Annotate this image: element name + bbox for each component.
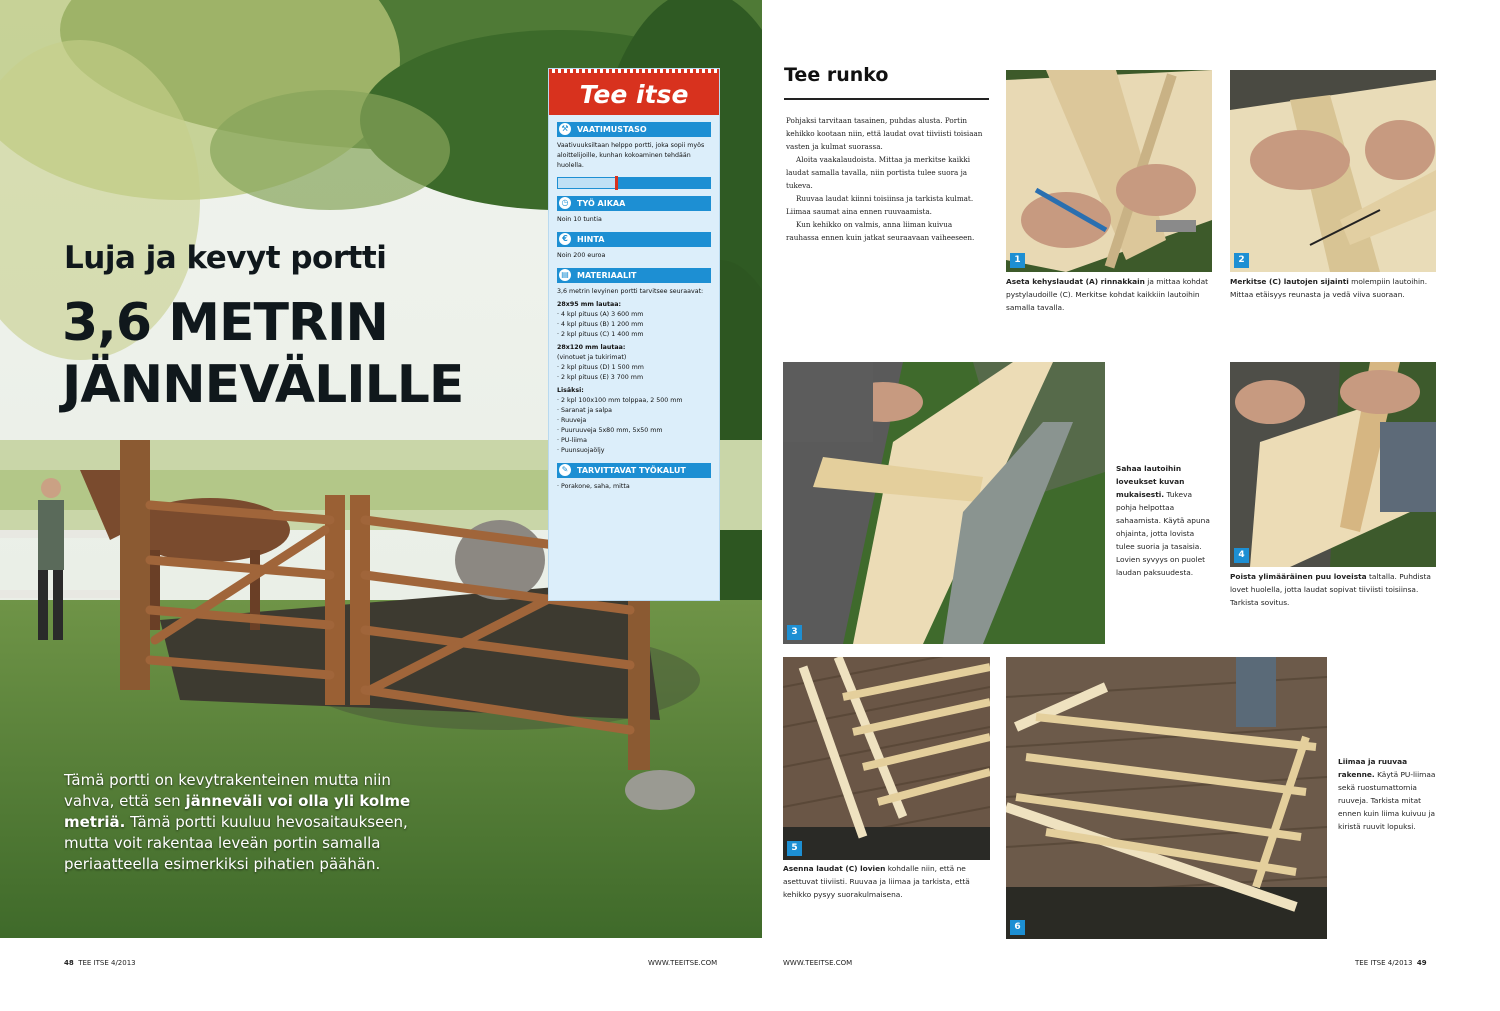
difficulty-meter [557,177,711,189]
materials-group-2-item: (vinotuet ja tukirimat) [557,354,627,361]
materials-group-3-item: · 2 kpl 100x100 mm tolppaa, 2 500 mm [557,397,683,404]
section-body [786,114,986,244]
step-number: 5 [787,841,802,856]
infobox-section-difficulty [557,122,711,189]
clock-icon: ◷ [559,197,571,209]
materials-group-2-item: · 2 kpl pituus (E) 3 700 mm [557,374,644,381]
body-paragraph: Kun kehikko on valmis, anna liiman kuivua rauhassa ennen kuin jatkat seuraavaan vaiheeseen. [786,220,975,242]
materials-intro: 3,6 metrin levyinen portti tarvitsee seuraavat: [557,288,704,295]
headline-line-2: JÄNNEVÄLILLE [62,355,464,415]
intro-text-bold: jänneväli voi olla yli kolme metriä. [64,792,411,831]
body-paragraph: Ruuvaa laudat kiinni toisiinsa ja tarkista kulmat. Liimaa saumat aina ennen ruuvaamista. [786,194,974,216]
footer-left [64,959,136,967]
section-heading: ▤ MATERIAALIT [557,268,711,283]
article-intro [64,770,434,875]
step-photo-3 [783,362,1105,644]
tools-text: · Porakone, saha, mitta [557,483,630,490]
tee-itse-infobox [548,68,720,601]
infobox-section-tools [557,463,711,492]
step-photo-2 [1230,70,1436,272]
magazine-name: TEE ITSE [78,959,109,967]
article-kicker: Luja ja kevyt portti [64,240,387,276]
infobox-section-price [557,232,711,261]
page-number: 49 [1416,959,1427,967]
price-text: Noin 200 euroa [557,252,606,259]
step-caption-6: Liimaa ja ruuvaa rakenne. Käytä PU-liimaa sekä ruostumattomia ruuveja. Tarkista mitat ennen kuin liima kuivuu ja kiristä ruuvit lopuksi. [1338,757,1436,831]
materials-group-2-item: · 2 kpl pituus (D) 1 500 mm [557,364,644,371]
step-caption-1: Aseta kehyslaudat (A) rinnakkain ja mittaa kohdat pystylaudoille (C). Merkitse kohdat kaikkiin lautoihin samalla tavalla. [1006,277,1209,312]
materials-text [557,287,711,456]
difficulty-meter-fill [558,178,616,188]
step-caption-5: Asenna laudat (C) lovien kohdalle niin, että ne asettuvat tiiviisti. Ruuvaa ja liimaa ja tarkista, että kehikko pysyy suorakulmaisena. [783,864,970,899]
headline-line-1: 3,6 METRIN [62,293,388,353]
drill-icon: ✎ [559,464,571,476]
footer-right-url: WWW.TEEITSE.COM [783,959,853,967]
step-caption-2: Merkitse (C) lautojen sijainti molempiin lautoihin. Mittaa etäisyys reunasta ja vedä viiva suoraan. [1230,277,1428,299]
materials-group-3-item: · Puunsuojaöljy [557,447,605,454]
materials-group-3-item: · Ruuveja [557,417,587,424]
infobox-header [549,69,719,115]
infobox-section-time [557,196,711,225]
page-number: 48 [64,959,74,967]
materials-group-3-item: · Puuruuveja 5x80 mm, 5x50 mm [557,427,663,434]
plank-icon: ▤ [559,269,571,281]
step-caption-3: Sahaa lautoihin loveukset kuvan mukaisesti. Tukeva pohja helpottaa sahaamista. Käytä apuna ohjainta, jotta lovista tulee suoria ja tasaisia. Lovien syvyys on puolet laudan paksuudesta. [1116,464,1210,577]
materials-group-3-title: Lisäksi: [557,387,584,394]
step-number: 6 [1010,920,1025,935]
issue-number: 4/2013 [1387,959,1413,967]
time-text: Noin 10 tuntia [557,216,602,223]
body-paragraph: Pohjaksi tarvitaan tasainen, puhdas alusta. Portin kehikko kootaan niin, että laudat ovat tiiviisti toisiaan vasten ja kulmat suorassa. [786,116,983,151]
issue-number: 4/2013 [111,959,136,967]
step-number: 4 [1234,548,1249,563]
materials-group-2-title: 28x120 mm lautaa: [557,344,626,351]
materials-group-1-title: 28x95 mm lautaa: [557,301,622,308]
section-heading: ✎ TARVITTAVAT TYÖKALUT [557,463,711,478]
step-number: 2 [1234,253,1249,268]
materials-group-1-item: · 4 kpl pituus (A) 3 600 mm [557,311,644,318]
materials-group-3-item: · Saranat ja salpa [557,407,612,414]
step-photo-5 [783,657,990,860]
article-headline [62,292,463,416]
section-title-rule [784,98,989,100]
body-paragraph: Aloita vaakalaudoista. Mittaa ja merkitse kaikki laudat samalla tavalla, niin portista tulee suora ja tukeva. [786,155,971,190]
step-number: 1 [1010,253,1025,268]
materials-group-1-item: · 4 kpl pituus (B) 1 200 mm [557,321,644,328]
step-caption-4: Poista ylimääräinen puu loveista taltalla. Puhdista lovet huolella, jotta laudat sopivat tiiviisti toisiinsa. Tarkista sovitus. [1230,572,1431,607]
section-heading: € HINTA [557,232,711,247]
step-number: 3 [787,625,802,640]
coin-icon: € [559,233,571,245]
infobox-section-materials [557,268,711,456]
difficulty-meter-marker [615,176,618,190]
difficulty-text: Vaativuuksiltaan helppo portti, joka sopii myös aloittelijoille, kunhan kokoaminen tehdään huolella. [557,142,705,169]
section-title: Tee runko [784,64,889,86]
infobox-title: Tee itse [579,80,689,109]
footer-right [1355,959,1427,967]
materials-group-1-item: · 2 kpl pituus (C) 1 400 mm [557,331,644,338]
step-photo-4 [1230,362,1436,567]
intro-text-2: Tämä portti kuuluu hevosaitaukseen, mutta voit rakentaa leveän portin samalla periaatteella esimerkiksi pihatien päähän. [64,813,408,873]
section-heading: ⚒ VAATIMUSTASO [557,122,711,137]
section-heading: ◷ TYÖ AIKAA [557,196,711,211]
step-photo-1 [1006,70,1212,272]
magazine-name: TEE ITSE [1355,959,1386,967]
wrench-icon: ⚒ [559,123,571,135]
materials-group-3-item: · PU-liima [557,437,587,444]
intro-text-1: Tämä portti on kevytrakenteinen mutta niin vahva, että sen [64,771,391,810]
step-photo-6 [1006,657,1327,939]
footer-left-url: WWW.TEEITSE.COM [648,959,718,967]
